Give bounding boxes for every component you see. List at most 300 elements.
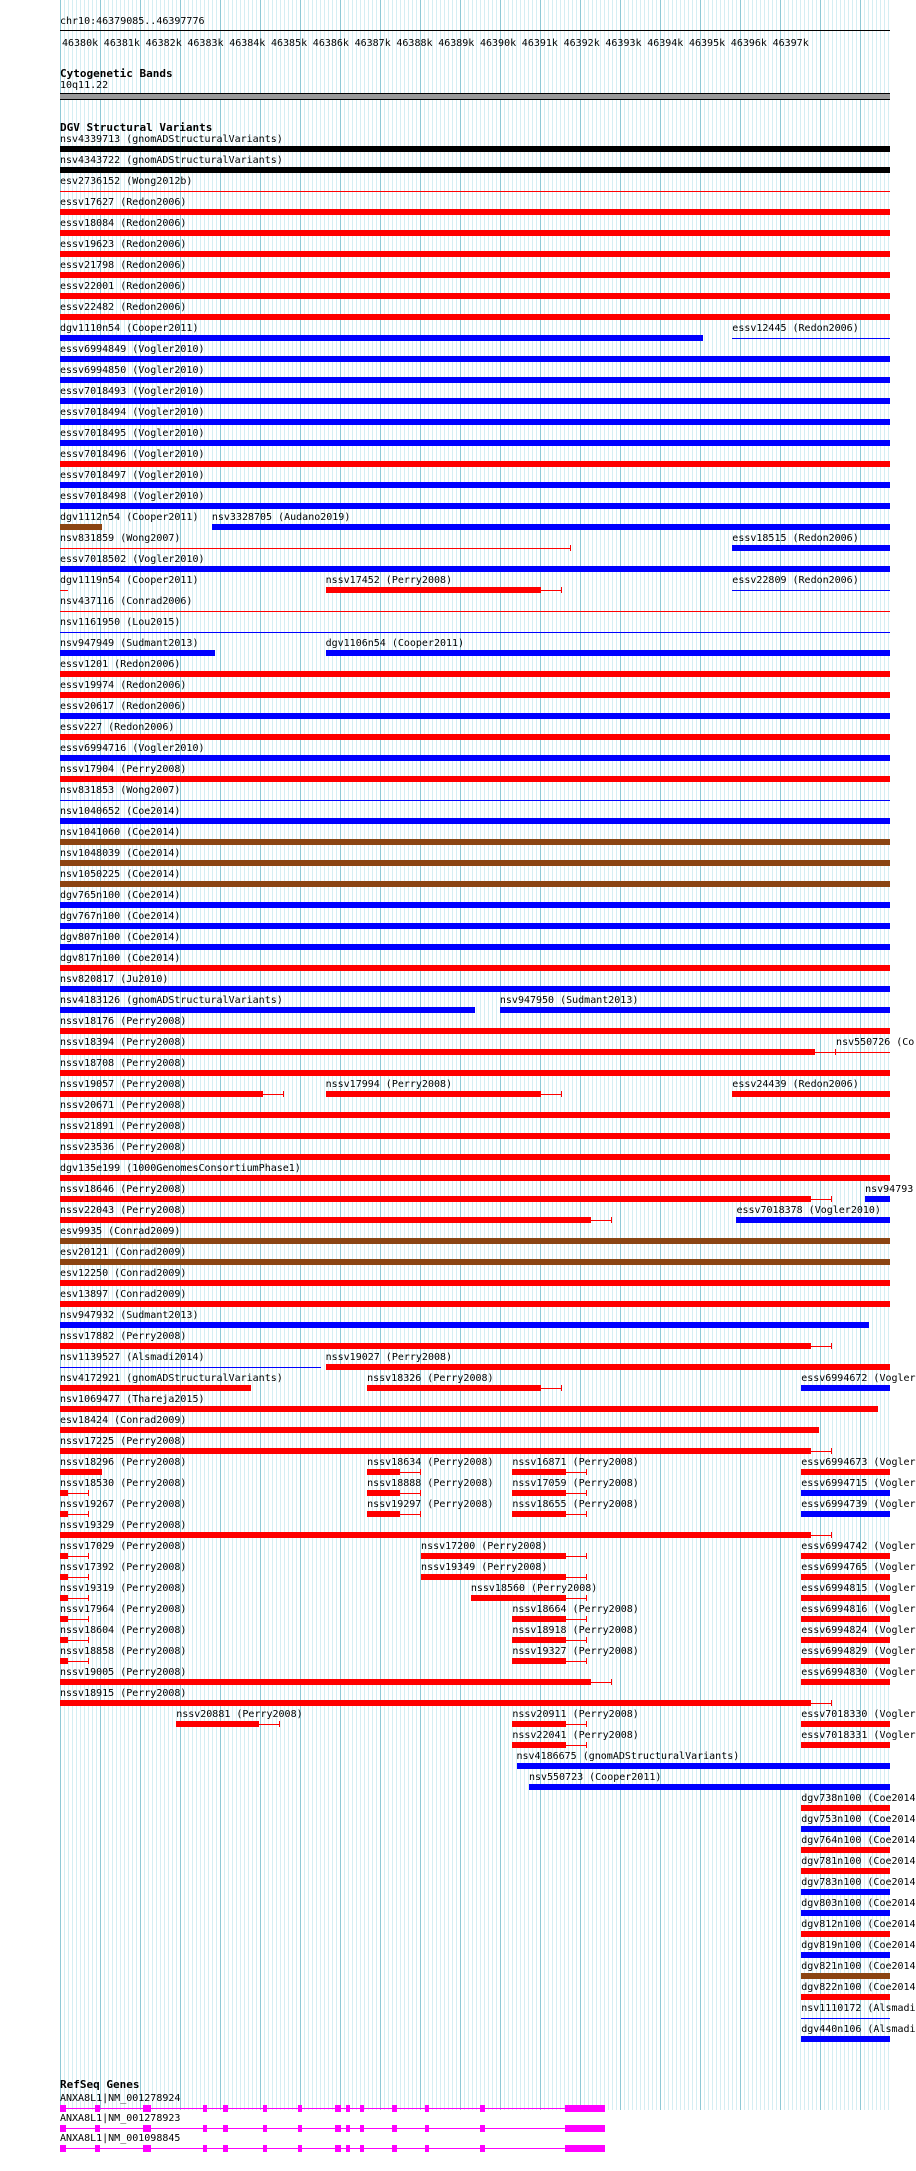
variant-bar[interactable] — [801, 1658, 890, 1664]
variant-bar[interactable] — [60, 482, 890, 488]
gene-exon[interactable] — [143, 2145, 151, 2152]
variant-bar[interactable] — [60, 146, 890, 152]
variant-label[interactable]: nssv17452 (Perry2008) — [325, 575, 453, 586]
variant-bar[interactable] — [60, 1553, 68, 1559]
dgv-track-title[interactable]: DGV Structural Variants — [60, 121, 213, 134]
variant-bar[interactable] — [60, 1448, 811, 1454]
gene-exon[interactable] — [203, 2145, 207, 2152]
gene-exon[interactable] — [263, 2145, 267, 2152]
variant-label[interactable]: nsv820817 (Ju2010) — [60, 974, 169, 985]
variant-label[interactable]: esv20121 (Conrad2009) — [60, 1247, 187, 1258]
gene-exon[interactable] — [480, 2145, 485, 2152]
variant-label[interactable]: essv6994673 (Vogler — [801, 1457, 916, 1468]
variant-bar[interactable] — [60, 335, 703, 341]
variant-label[interactable]: nssv22043 (Perry2008) — [60, 1205, 187, 1216]
variant-bar[interactable] — [60, 1367, 321, 1368]
variant-bar[interactable] — [732, 1091, 890, 1097]
variant-bar[interactable] — [471, 1595, 566, 1601]
variant-bar[interactable] — [801, 1910, 890, 1916]
variant-label[interactable]: essv7018331 (Vogler — [801, 1730, 916, 1741]
variant-label[interactable]: dgv1110n54 (Cooper2011) — [60, 323, 199, 334]
variant-bar[interactable] — [60, 1490, 68, 1496]
variant-label[interactable]: nsv947932 (Sudmant2013) — [60, 1310, 199, 1321]
variant-label[interactable]: essv22001 (Redon2006) — [60, 281, 187, 292]
variant-label[interactable]: nssv18708 (Perry2008) — [60, 1058, 187, 1069]
variant-bar[interactable] — [801, 1595, 890, 1601]
variant-bar[interactable] — [801, 1721, 890, 1727]
variant-bar[interactable] — [60, 419, 890, 425]
variant-label[interactable]: nssv17964 (Perry2008) — [60, 1604, 187, 1615]
gene-exon[interactable] — [392, 2125, 397, 2132]
variant-bar[interactable] — [60, 1196, 811, 1202]
variant-label[interactable]: essv6994829 (Vogler — [801, 1646, 916, 1657]
variant-bar[interactable] — [60, 839, 890, 845]
variant-label[interactable]: dgv822n100 (Coe2014 — [801, 1982, 916, 1993]
variant-label[interactable]: dgv753n100 (Coe2014 — [801, 1814, 916, 1825]
gene-exon[interactable] — [480, 2125, 485, 2132]
variant-bar[interactable] — [801, 1994, 890, 2000]
variant-label[interactable]: dgv440n106 (Alsmadi — [801, 2024, 916, 2035]
variant-bar[interactable] — [60, 965, 890, 971]
variant-bar[interactable] — [60, 1091, 263, 1097]
variant-bar[interactable] — [367, 1511, 400, 1517]
gene-exon[interactable] — [565, 2145, 605, 2152]
variant-bar[interactable] — [60, 1658, 68, 1664]
variant-bar[interactable] — [60, 1301, 890, 1307]
gene-exon[interactable] — [425, 2145, 429, 2152]
gene-exon[interactable] — [298, 2125, 302, 2132]
gene-exon[interactable] — [298, 2145, 302, 2152]
variant-label[interactable]: nsv550723 (Cooper2011) — [528, 1772, 662, 1783]
variant-label[interactable]: dgv807n100 (Coe2014) — [60, 932, 181, 943]
variant-label[interactable]: essv6994739 (Vogler — [801, 1499, 916, 1510]
variant-bar[interactable] — [326, 587, 542, 593]
variant-label[interactable]: nsv437116 (Conrad2006) — [60, 596, 193, 607]
variant-bar[interactable] — [732, 545, 890, 551]
variant-label[interactable]: nsv1161950 (Lou2015) — [60, 617, 181, 628]
variant-label[interactable]: nssv18560 (Perry2008) — [470, 1583, 598, 1594]
variant-bar[interactable] — [801, 1742, 890, 1748]
variant-bar[interactable] — [60, 1070, 890, 1076]
variant-label[interactable]: nssv19027 (Perry2008) — [325, 1352, 453, 1363]
variant-label[interactable]: essv6994849 (Vogler2010) — [60, 344, 205, 355]
variant-label[interactable]: nssv19297 (Perry2008) — [367, 1499, 494, 1510]
variant-label[interactable]: essv6994765 (Vogler — [801, 1562, 916, 1573]
variant-label[interactable]: nsv4339713 (gnomADStructuralVariants) — [60, 134, 283, 145]
gene-exon[interactable] — [480, 2105, 485, 2112]
variant-bar[interactable] — [60, 461, 890, 467]
variant-bar[interactable] — [60, 1259, 890, 1265]
variant-label[interactable]: nssv16871 (Perry2008) — [512, 1457, 639, 1468]
variant-bar[interactable] — [60, 1700, 811, 1706]
variant-label[interactable]: nsv4343722 (gnomADStructuralVariants) — [60, 155, 283, 166]
gene-exon[interactable] — [425, 2105, 429, 2112]
variant-bar[interactable] — [60, 1469, 102, 1475]
variant-label[interactable]: essv22809 (Redon2006) — [732, 575, 859, 586]
variant-bar[interactable] — [421, 1553, 566, 1559]
variant-bar[interactable] — [60, 902, 890, 908]
variant-bar[interactable] — [60, 1028, 890, 1034]
variant-bar[interactable] — [801, 1679, 890, 1685]
variant-bar[interactable] — [529, 1784, 890, 1790]
variant-label[interactable]: essv7018497 (Vogler2010) — [60, 470, 205, 481]
variant-bar[interactable] — [60, 314, 890, 320]
variant-label[interactable]: essv7018496 (Vogler2010) — [60, 449, 205, 460]
variant-label[interactable]: essv6994815 (Vogler — [801, 1583, 916, 1594]
gene-label[interactable]: ANXA8L1|NM_001098845 — [60, 2133, 181, 2144]
gene-exon[interactable] — [143, 2105, 151, 2112]
variant-label[interactable]: nssv19057 (Perry2008) — [60, 1079, 187, 1090]
variant-label[interactable]: esv13897 (Conrad2009) — [60, 1289, 187, 1300]
variant-bar[interactable] — [512, 1616, 566, 1622]
variant-bar[interactable] — [367, 1469, 400, 1475]
variant-bar[interactable] — [60, 356, 890, 362]
variant-bar[interactable] — [367, 1385, 541, 1391]
gene-exon[interactable] — [346, 2105, 350, 2112]
variant-label[interactable]: dgv783n100 (Coe2014 — [801, 1877, 916, 1888]
variant-bar[interactable] — [60, 1343, 811, 1349]
variant-label[interactable]: nsv1050225 (Coe2014) — [60, 869, 181, 880]
gene-exon[interactable] — [346, 2145, 350, 2152]
variant-bar[interactable] — [60, 230, 890, 236]
variant-label[interactable]: essv20617 (Redon2006) — [60, 701, 187, 712]
variant-bar[interactable] — [512, 1637, 566, 1643]
variant-label[interactable]: essv7018502 (Vogler2010) — [60, 554, 205, 565]
gene-exon[interactable] — [335, 2125, 341, 2132]
gene-exon[interactable] — [360, 2145, 364, 2152]
variant-label[interactable]: essv18515 (Redon2006) — [732, 533, 859, 544]
variant-bar[interactable] — [60, 590, 68, 591]
variant-bar[interactable] — [512, 1658, 566, 1664]
variant-bar[interactable] — [801, 1973, 890, 1979]
gene-exon[interactable] — [95, 2125, 100, 2132]
gene-exon[interactable] — [95, 2145, 100, 2152]
variant-bar[interactable] — [60, 860, 890, 866]
gene-exon[interactable] — [223, 2125, 228, 2132]
variant-bar[interactable] — [60, 377, 890, 383]
variant-label[interactable]: nsv550726 (Co — [836, 1037, 915, 1048]
variant-bar[interactable] — [736, 1217, 890, 1223]
variant-bar[interactable] — [836, 1052, 890, 1053]
variant-label[interactable]: nssv20671 (Perry2008) — [60, 1100, 187, 1111]
variant-label[interactable]: nssv18918 (Perry2008) — [512, 1625, 639, 1636]
variant-label[interactable]: essv6994824 (Vogler — [801, 1625, 916, 1636]
variant-label[interactable]: essv7018330 (Vogler — [801, 1709, 916, 1720]
variant-label[interactable]: essv7018495 (Vogler2010) — [60, 428, 205, 439]
variant-bar[interactable] — [60, 1049, 815, 1055]
variant-bar[interactable] — [512, 1742, 566, 1748]
variant-label[interactable]: dgv1119n54 (Cooper2011) — [60, 575, 199, 586]
variant-label[interactable]: essv1201 (Redon2006) — [60, 659, 181, 670]
variant-label[interactable]: dgv1106n54 (Cooper2011) — [325, 638, 465, 649]
variant-label[interactable]: nssv17029 (Perry2008) — [60, 1541, 187, 1552]
refseq-track-title[interactable]: RefSeq Genes — [60, 2078, 140, 2091]
variant-label[interactable]: nsv947949 (Sudmant2013) — [60, 638, 199, 649]
variant-bar[interactable] — [60, 1154, 890, 1160]
variant-label[interactable]: essv7018494 (Vogler2010) — [60, 407, 205, 418]
variant-label[interactable]: nssv18176 (Perry2008) — [60, 1016, 187, 1027]
variant-label[interactable]: dgv767n100 (Coe2014) — [60, 911, 181, 922]
variant-label[interactable]: nssv18888 (Perry2008) — [367, 1478, 494, 1489]
variant-bar[interactable] — [60, 167, 890, 173]
gene-exon[interactable] — [203, 2105, 207, 2112]
variant-bar[interactable] — [500, 1007, 890, 1013]
variant-label[interactable]: essv7018493 (Vogler2010) — [60, 386, 205, 397]
variant-label[interactable]: dgv765n100 (Coe2014) — [60, 890, 181, 901]
variant-label[interactable]: nsv1048039 (Coe2014) — [60, 848, 181, 859]
variant-label[interactable]: essv24439 (Redon2006) — [732, 1079, 859, 1090]
variant-label[interactable]: nssv17994 (Perry2008) — [325, 1079, 453, 1090]
variant-bar[interactable] — [60, 209, 890, 215]
gene-exon[interactable] — [360, 2105, 364, 2112]
variant-bar[interactable] — [60, 611, 890, 612]
variant-bar[interactable] — [60, 692, 890, 698]
gene-exon[interactable] — [565, 2125, 605, 2132]
gene-exon[interactable] — [60, 2145, 66, 2152]
gene-label[interactable]: ANXA8L1|NM_001278924 — [60, 2093, 181, 2104]
variant-label[interactable]: dgv812n100 (Coe2014 — [801, 1919, 916, 1930]
variant-label[interactable]: essv22482 (Redon2006) — [60, 302, 187, 313]
variant-label[interactable]: nsv1110172 (Alsmadi — [801, 2003, 916, 2014]
variant-label[interactable]: essv6994672 (Vogler — [801, 1373, 916, 1384]
variant-label[interactable]: nssv18604 (Perry2008) — [60, 1625, 187, 1636]
variant-bar[interactable] — [326, 650, 890, 656]
gene-exon[interactable] — [565, 2105, 605, 2112]
variant-label[interactable]: dgv135e199 (1000GenomesConsortiumPhase1) — [60, 1163, 301, 1174]
variant-label[interactable]: dgv821n100 (Coe2014 — [801, 1961, 916, 1972]
variant-label[interactable]: dgv781n100 (Coe2014 — [801, 1856, 916, 1867]
variant-label[interactable]: nssv17882 (Perry2008) — [60, 1331, 187, 1342]
variant-bar[interactable] — [60, 923, 890, 929]
variant-bar[interactable] — [512, 1721, 566, 1727]
variant-bar[interactable] — [512, 1511, 566, 1517]
variant-bar[interactable] — [60, 1112, 890, 1118]
variant-label[interactable]: nssv18655 (Perry2008) — [512, 1499, 639, 1510]
variant-label[interactable]: essv6994850 (Vogler2010) — [60, 365, 205, 376]
variant-bar[interactable] — [60, 1217, 591, 1223]
variant-bar[interactable] — [326, 1364, 890, 1370]
variant-bar[interactable] — [801, 2018, 890, 2019]
variant-label[interactable]: dgv764n100 (Coe2014 — [801, 1835, 916, 1846]
variant-label[interactable]: nssv19319 (Perry2008) — [60, 1583, 187, 1594]
variant-label[interactable]: essv19623 (Redon2006) — [60, 239, 187, 250]
variant-bar[interactable] — [732, 590, 890, 591]
variant-bar[interactable] — [60, 1532, 811, 1538]
variant-bar[interactable] — [60, 1427, 819, 1433]
gene-exon[interactable] — [263, 2125, 267, 2132]
variant-label[interactable]: essv19974 (Redon2006) — [60, 680, 187, 691]
variant-bar[interactable] — [60, 632, 890, 633]
variant-bar[interactable] — [60, 650, 215, 656]
gene-exon[interactable] — [335, 2145, 341, 2152]
variant-bar[interactable] — [60, 1280, 890, 1286]
variant-bar[interactable] — [60, 818, 890, 824]
variant-label[interactable]: nsv4186675 (gnomADStructuralVariants) — [516, 1751, 740, 1762]
variant-label[interactable]: nssv17059 (Perry2008) — [512, 1478, 639, 1489]
variant-bar[interactable] — [60, 755, 890, 761]
variant-bar[interactable] — [60, 986, 890, 992]
variant-bar[interactable] — [212, 524, 890, 530]
variant-bar[interactable] — [60, 1595, 68, 1601]
variant-label[interactable]: nsv4183126 (gnomADStructuralVariants) — [60, 995, 283, 1006]
variant-bar[interactable] — [801, 1511, 890, 1517]
variant-bar[interactable] — [60, 1637, 68, 1643]
gene-exon[interactable] — [223, 2145, 228, 2152]
variant-label[interactable]: nssv18858 (Perry2008) — [60, 1646, 187, 1657]
variant-label[interactable]: nsv3328705 (Audano2019) — [211, 512, 351, 523]
variant-bar[interactable] — [60, 1574, 68, 1580]
gene-exon[interactable] — [360, 2125, 364, 2132]
variant-bar[interactable] — [801, 1931, 890, 1937]
variant-label[interactable]: nssv20911 (Perry2008) — [512, 1709, 639, 1720]
variant-label[interactable]: nsv831853 (Wong2007) — [60, 785, 181, 796]
variant-label[interactable]: essv7018498 (Vogler2010) — [60, 491, 205, 502]
variant-bar[interactable] — [60, 524, 102, 530]
variant-bar[interactable] — [512, 1469, 566, 1475]
variant-bar[interactable] — [60, 293, 890, 299]
variant-label[interactable]: dgv803n100 (Coe2014 — [801, 1898, 916, 1909]
variant-bar[interactable] — [60, 1385, 251, 1391]
cytoband-track-title[interactable]: Cytogenetic Bands — [60, 67, 173, 80]
variant-bar[interactable] — [60, 1175, 890, 1181]
variant-label[interactable]: nssv18530 (Perry2008) — [60, 1478, 187, 1489]
variant-bar[interactable] — [421, 1574, 566, 1580]
variant-label[interactable]: essv7018378 (Vogler2010) — [736, 1205, 881, 1216]
variant-label[interactable]: nsv94793 — [865, 1184, 914, 1195]
variant-bar[interactable] — [60, 1322, 869, 1328]
variant-bar[interactable] — [801, 1385, 890, 1391]
variant-label[interactable]: nssv17225 (Perry2008) — [60, 1436, 187, 1447]
variant-bar[interactable] — [60, 800, 890, 801]
gene-exon[interactable] — [95, 2105, 100, 2112]
variant-bar[interactable] — [60, 1238, 890, 1244]
variant-bar[interactable] — [801, 2036, 890, 2042]
variant-label[interactable]: esv2736152 (Wong2012b) — [60, 176, 193, 187]
variant-bar[interactable] — [326, 1091, 542, 1097]
variant-bar[interactable] — [60, 1511, 68, 1517]
gene-exon[interactable] — [223, 2105, 228, 2112]
variant-label[interactable]: nsv831859 (Wong2007) — [60, 533, 181, 544]
gene-exon[interactable] — [335, 2105, 341, 2112]
variant-bar[interactable] — [801, 1574, 890, 1580]
variant-bar[interactable] — [517, 1763, 891, 1769]
variant-bar[interactable] — [865, 1196, 890, 1202]
variant-label[interactable]: esv9935 (Conrad2009) — [60, 1226, 181, 1237]
variant-label[interactable]: nssv18296 (Perry2008) — [60, 1457, 187, 1468]
variant-label[interactable]: nssv19267 (Perry2008) — [60, 1499, 187, 1510]
variant-bar[interactable] — [60, 1133, 890, 1139]
variant-bar[interactable] — [801, 1889, 890, 1895]
variant-label[interactable]: dgv1112n54 (Cooper2011) — [60, 512, 199, 523]
variant-label[interactable]: nssv22041 (Perry2008) — [512, 1730, 639, 1741]
variant-bar[interactable] — [60, 1007, 475, 1013]
variant-label[interactable]: nsv1139527 (Alsmadi2014) — [60, 1352, 205, 1363]
gene-exon[interactable] — [425, 2125, 429, 2132]
variant-bar[interactable] — [176, 1721, 259, 1727]
variant-label[interactable]: essv227 (Redon2006) — [60, 722, 175, 733]
gene-exon[interactable] — [60, 2125, 66, 2132]
variant-label[interactable]: nssv19005 (Perry2008) — [60, 1667, 187, 1678]
variant-bar[interactable] — [801, 1553, 890, 1559]
gene-exon[interactable] — [60, 2105, 66, 2112]
variant-label[interactable]: essv6994830 (Vogler — [801, 1667, 916, 1678]
variant-bar[interactable] — [801, 1826, 890, 1832]
variant-label[interactable]: nssv18915 (Perry2008) — [60, 1688, 187, 1699]
variant-label[interactable]: nssv19327 (Perry2008) — [512, 1646, 639, 1657]
variant-bar[interactable] — [60, 1406, 878, 1412]
variant-label[interactable]: dgv738n100 (Coe2014 — [801, 1793, 916, 1804]
variant-label[interactable]: nsv1041060 (Coe2014) — [60, 827, 181, 838]
variant-label[interactable]: nssv23536 (Perry2008) — [60, 1142, 187, 1153]
variant-label[interactable]: esv12250 (Conrad2009) — [60, 1268, 187, 1279]
variant-label[interactable]: essv17627 (Redon2006) — [60, 197, 187, 208]
variant-label[interactable]: essv21798 (Redon2006) — [60, 260, 187, 271]
variant-label[interactable]: nssv18326 (Perry2008) — [367, 1373, 494, 1384]
variant-bar[interactable] — [60, 272, 890, 278]
variant-bar[interactable] — [801, 1805, 890, 1811]
variant-label[interactable]: nssv18394 (Perry2008) — [60, 1037, 187, 1048]
variant-bar[interactable] — [732, 338, 890, 339]
variant-bar[interactable] — [60, 944, 890, 950]
variant-label[interactable]: nssv19329 (Perry2008) — [60, 1520, 187, 1531]
variant-bar[interactable] — [60, 671, 890, 677]
variant-label[interactable]: nsv947950 (Sudmant2013) — [499, 995, 639, 1006]
variant-label[interactable]: dgv817n100 (Coe2014) — [60, 953, 181, 964]
variant-bar[interactable] — [801, 1469, 890, 1475]
variant-bar[interactable] — [801, 1847, 890, 1853]
variant-label[interactable]: nssv18646 (Perry2008) — [60, 1184, 187, 1195]
variant-label[interactable]: nsv4172921 (gnomADStructuralVariants) — [60, 1373, 283, 1384]
variant-bar[interactable] — [801, 1490, 890, 1496]
variant-bar[interactable] — [60, 1679, 591, 1685]
gene-exon[interactable] — [143, 2125, 151, 2132]
variant-bar[interactable] — [801, 1637, 890, 1643]
variant-bar[interactable] — [60, 566, 890, 572]
variant-bar[interactable] — [367, 1490, 400, 1496]
gene-exon[interactable] — [263, 2105, 267, 2112]
variant-label[interactable]: essv6994716 (Vogler2010) — [60, 743, 205, 754]
variant-label[interactable]: essv6994715 (Vogler — [801, 1478, 916, 1489]
variant-bar[interactable] — [60, 734, 890, 740]
variant-bar[interactable] — [60, 1616, 68, 1622]
variant-bar[interactable] — [512, 1490, 566, 1496]
variant-label[interactable]: nssv19349 (Perry2008) — [421, 1562, 548, 1573]
variant-label[interactable]: nssv21891 (Perry2008) — [60, 1121, 187, 1132]
variant-bar[interactable] — [60, 398, 890, 404]
variant-label[interactable]: esv18424 (Conrad2009) — [60, 1415, 187, 1426]
variant-label[interactable]: nssv17392 (Perry2008) — [60, 1562, 187, 1573]
gene-exon[interactable] — [203, 2125, 207, 2132]
variant-label[interactable]: nsv1069477 (Thareja2015) — [60, 1394, 205, 1405]
variant-label[interactable]: dgv819n100 (Coe2014 — [801, 1940, 916, 1951]
variant-bar[interactable] — [60, 713, 890, 719]
variant-label[interactable]: essv6994816 (Vogler — [801, 1604, 916, 1615]
variant-bar[interactable] — [60, 503, 890, 509]
variant-bar[interactable] — [60, 776, 890, 782]
variant-label[interactable]: nsv1040652 (Coe2014) — [60, 806, 181, 817]
variant-bar[interactable] — [60, 251, 890, 257]
variant-bar[interactable] — [60, 440, 890, 446]
variant-bar[interactable] — [801, 1868, 890, 1874]
variant-label[interactable]: nssv17200 (Perry2008) — [421, 1541, 548, 1552]
gene-exon[interactable] — [392, 2145, 397, 2152]
variant-bar[interactable] — [801, 1952, 890, 1958]
gene-label[interactable]: ANXA8L1|NM_001278923 — [60, 2113, 181, 2124]
variant-bar[interactable] — [60, 881, 890, 887]
gene-exon[interactable] — [298, 2105, 302, 2112]
gene-exon[interactable] — [346, 2125, 350, 2132]
cytoband-ideogram[interactable] — [60, 93, 890, 100]
